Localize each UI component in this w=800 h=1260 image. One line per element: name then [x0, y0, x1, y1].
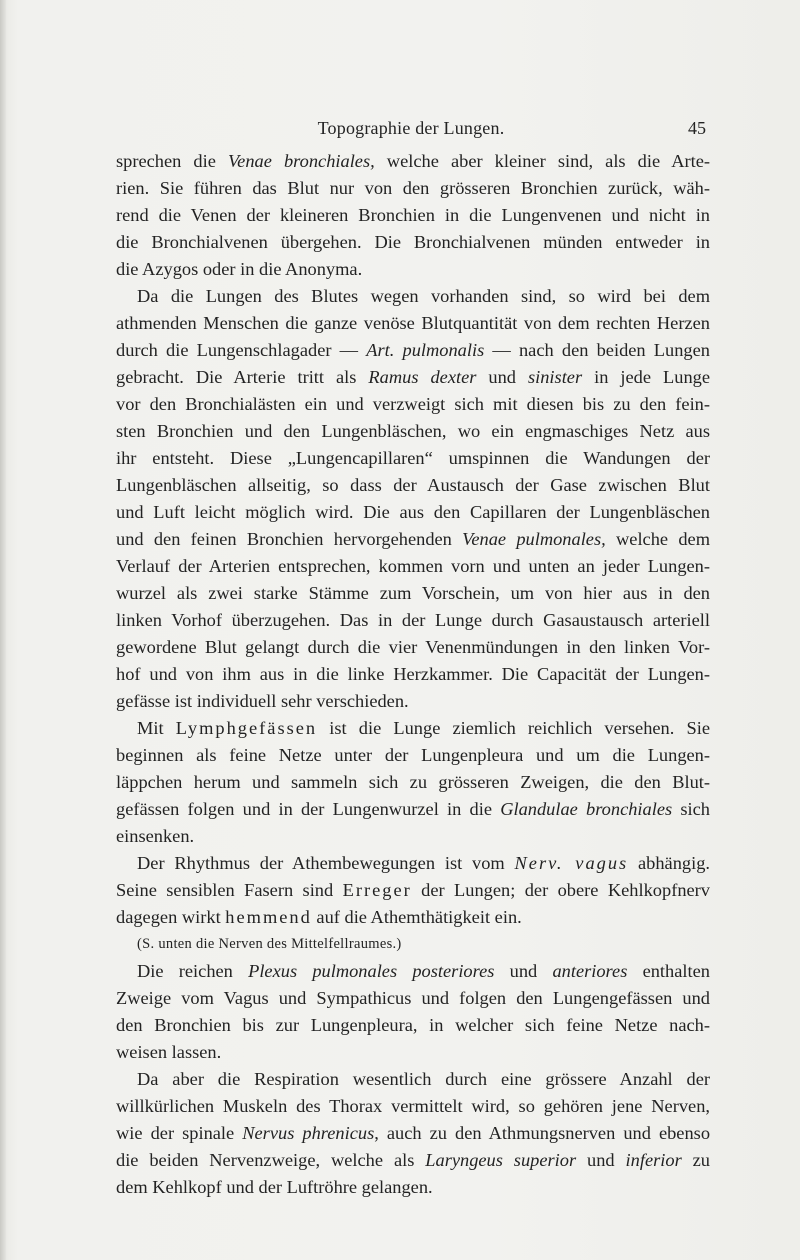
text-segment: dagegen wirkt: [116, 907, 226, 927]
text-segment: wie der spinale: [116, 1123, 243, 1143]
text-segment: gefässen folgen und in der Lungenwurzel in die: [116, 799, 501, 819]
text-line: [116, 364, 710, 391]
text-segment: zu: [681, 1150, 710, 1170]
page-gutter-shadow: [0, 0, 6, 1260]
body-text: [116, 148, 710, 1201]
text-segment: sich: [672, 799, 710, 819]
text-segment: und: [476, 367, 528, 387]
text-line: [116, 256, 710, 283]
italic-term: Nerv. vagus: [514, 853, 629, 873]
text-segment: — nach den beiden Lungen: [484, 340, 710, 360]
text-segment: beginnen als feine Netze unter der Lungenpleura und um die Lungen-: [116, 745, 710, 765]
text-line: [116, 742, 710, 769]
text-line: [116, 580, 710, 607]
text-line: [116, 526, 710, 553]
text-segment: welche aber kleiner sind, als die Arte-: [374, 151, 710, 171]
text-line: [116, 1093, 710, 1120]
italic-term: inferior: [625, 1150, 682, 1170]
text-segment: rend die Venen der kleineren Bronchien in die Lungenvenen und nicht in: [116, 205, 710, 225]
running-header: [116, 118, 706, 140]
text-line: [116, 1012, 710, 1039]
italic-term: Laryngeus superior: [425, 1150, 577, 1170]
text-segment: Der Rhythmus der Athembewegungen ist vom: [137, 853, 515, 873]
text-line: [116, 715, 710, 742]
text-segment: athmenden Menschen die ganze venöse Blutquantität von dem rechten Herzen: [116, 313, 710, 333]
text-line: [116, 1174, 710, 1201]
text-segment: die Azygos oder in die Anonyma.: [116, 259, 363, 279]
text-line: [116, 148, 710, 175]
text-segment: und: [494, 961, 553, 981]
text-segment: gefässe ist individuell sehr verschieden.: [116, 691, 409, 711]
text-line: [116, 634, 710, 661]
spaced-term: Lymphgefässen: [175, 718, 318, 738]
text-line: [116, 877, 710, 904]
text-segment: die beiden Nervenzweige, welche als: [116, 1150, 426, 1170]
text-line: [116, 391, 710, 418]
spaced-term: hemmend: [225, 907, 312, 927]
text-segment: sprechen die: [116, 151, 228, 171]
text-segment: welche dem: [605, 529, 710, 549]
text-line: [116, 904, 710, 931]
italic-term: Art. pulmonalis: [366, 340, 485, 360]
text-segment: abhängig.: [628, 853, 711, 873]
text-line: [116, 445, 710, 472]
text-segment: sten Bronchien und den Lungenbläschen, wo ein engmaschiges Netz aus: [116, 421, 710, 441]
text-line: [116, 823, 710, 850]
text-segment: vor den Bronchialästen ein und verzweigt sich mit diesen bis zu den fein-: [116, 394, 710, 414]
spaced-term: Erreger: [342, 880, 412, 900]
text-line: [116, 229, 710, 256]
text-segment: hof und von ihm aus in die linke Herzkammer. Die Capacität der Lungen-: [116, 664, 710, 684]
text-segment: Da aber die Respiration wesentlich durch eine grössere Anzahl der: [137, 1069, 710, 1089]
text-line: [116, 499, 710, 526]
text-segment: Lungenbläschen allseitig, so dass der Austausch der Gase zwischen Blut: [116, 475, 710, 495]
footnote-line: [116, 931, 710, 958]
text-line: [116, 472, 710, 499]
text-line: [116, 850, 710, 877]
italic-term: Plexus pulmonales posteriores: [248, 961, 495, 981]
text-segment: linken Vorhof überzugehen. Das in der Lunge durch Gasaustausch arteriell: [116, 610, 710, 630]
text-segment: weisen lassen.: [116, 1042, 222, 1062]
text-line: [116, 310, 710, 337]
text-segment: willkürlichen Muskeln des Thorax vermittelt wird, so gehören jene Nerven,: [116, 1096, 710, 1116]
italic-term: Venae pulmonales,: [462, 529, 606, 549]
text-segment: wurzel als zwei starke Stämme zum Vorschein, um von hier aus in den: [116, 583, 710, 603]
text-segment: einsenken.: [116, 826, 195, 846]
text-segment: ihr entsteht. Diese „Lungencapillaren“ umspinnen die Wandungen der: [116, 448, 710, 468]
text-line: [116, 553, 710, 580]
text-line: [116, 796, 710, 823]
text-segment: Da die Lungen des Blutes wegen vorhanden sind, so wird bei dem: [137, 286, 710, 306]
text-line: [116, 337, 710, 364]
text-line: [116, 661, 710, 688]
text-segment: gebracht. Die Arterie tritt als: [116, 367, 369, 387]
italic-term: sinister: [527, 367, 583, 387]
text-segment: (S. unten die Nerven des Mittelfellraumes.): [137, 936, 402, 952]
text-segment: durch die Lungenschlagader —: [116, 340, 367, 360]
text-segment: Zweige vom Vagus und Sympathicus und folgen den Lungengefässen und: [116, 988, 710, 1008]
text-segment: Mit: [137, 718, 176, 738]
text-segment: Verlauf der Arterien entsprechen, kommen vorn und unten an jeder Lungen-: [116, 556, 710, 576]
text-line: [116, 688, 710, 715]
italic-term: Venae bronchiales,: [227, 151, 375, 171]
text-segment: die Bronchialvenen übergehen. Die Bronchialvenen münden entweder in: [116, 232, 710, 252]
text-line: [116, 202, 710, 229]
text-segment: ist die Lunge ziemlich reichlich versehen. Sie: [317, 718, 710, 738]
text-segment: auf die Athemthätigkeit ein.: [311, 907, 522, 927]
text-line: [116, 283, 710, 310]
text-segment: läppchen herum und sammeln sich zu grösseren Zweigen, die den Blut-: [116, 772, 710, 792]
page-number: 45: [688, 118, 706, 138]
text-line: [116, 418, 710, 445]
italic-term: Glandulae bronchiales: [500, 799, 673, 819]
text-segment: in jede Lunge: [582, 367, 710, 387]
text-line: [116, 1039, 710, 1066]
italic-term: anteriores: [552, 961, 628, 981]
text-segment: , auch zu den Athmungsnerven und ebenso: [374, 1123, 711, 1143]
text-segment: rien. Sie führen das Blut nur von den grösseren Bronchien zurück, wäh-: [116, 178, 710, 198]
text-line: [116, 958, 710, 985]
text-line: [116, 769, 710, 796]
text-line: [116, 607, 710, 634]
header-title: Topographie der Lungen.: [317, 118, 505, 138]
text-segment: gewordene Blut gelangt durch die vier Venenmündungen in den linken Vor-: [116, 637, 710, 657]
text-segment: Seine sensiblen Fasern sind: [116, 880, 343, 900]
text-line: [116, 985, 710, 1012]
text-line: [116, 175, 710, 202]
text-segment: und Luft leicht möglich wird. Die aus den Capillaren der Lungenbläschen: [116, 502, 710, 522]
text-line: [116, 1147, 710, 1174]
text-segment: dem Kehlkopf und der Luftröhre gelangen.: [116, 1177, 433, 1197]
text-line: [116, 1120, 710, 1147]
text-segment: der Lungen; der obere Kehlkopfnerv: [411, 880, 710, 900]
italic-term: Ramus dexter: [368, 367, 477, 387]
text-segment: Die reichen: [137, 961, 249, 981]
text-segment: und: [576, 1150, 626, 1170]
text-line: [116, 1066, 710, 1093]
text-segment: enthalten: [627, 961, 710, 981]
italic-term: Nervus phrenicus: [242, 1123, 375, 1143]
text-segment: und den feinen Bronchien hervorgehenden: [116, 529, 463, 549]
text-segment: den Bronchien bis zur Lungenpleura, in welcher sich feine Netze nach-: [116, 1015, 710, 1035]
